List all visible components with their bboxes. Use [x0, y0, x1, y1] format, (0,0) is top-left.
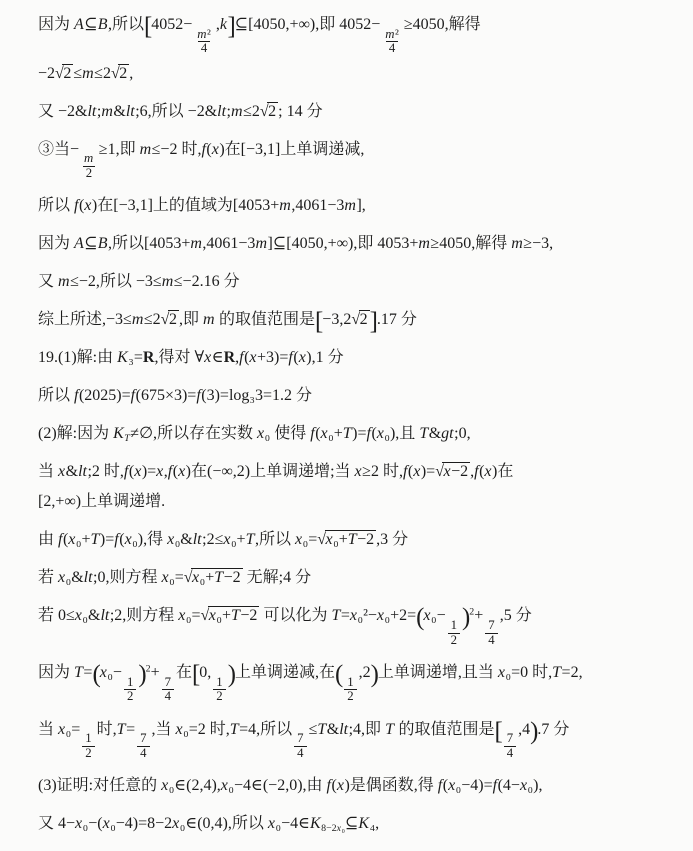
- math-line: 若 0≤x₀&lt;2,则方程 x₀=√x₀+T−2 可以化为 T=x₀²−x₀+2=(x₀− $\frac{1}{2}$ )$^2$+ $\frac{7}{4}$ ,5 分: [38, 604, 532, 647]
- math-line: 又 4−x₀−(x₀−4)=8−2x₀∈(0,4),所以 $x_0-4\in K_{8-2x_0}⊆K_4$,: [38, 815, 380, 835]
- math-line: 当 x&lt;2 时,f(x)=x,f(x)在(−∞,2)上单调递增;当 x≥2 时,f(x)=√x−2 ,f(x)在: [38, 463, 514, 481]
- big-delimiter: [: [494, 717, 502, 745]
- big-delimiter: ): [370, 660, 378, 688]
- radical: √x₀+T−2: [317, 531, 375, 549]
- fraction: $\frac{m}{2}$: [84, 151, 94, 180]
- fraction: $\frac{1}{2}$: [82, 732, 94, 760]
- fraction: $\frac{\text{m²}}{4}$: [197, 26, 211, 56]
- fraction: $\frac{7}{4}$: [485, 619, 497, 647]
- paragraph: [38, 604, 669, 647]
- big-delimiter: (: [92, 660, 100, 688]
- paragraph: [38, 308, 669, 336]
- math-line: 又 −2&lt;m&lt;6,所以 −2&lt;m≤2√2 ; 14 分: [38, 102, 323, 120]
- big-delimiter: ]: [227, 12, 235, 40]
- math-line: 综上所述,−3≤m≤2√2 ,即 m 的取值范围是[−3,2√2].17 分: [38, 308, 417, 336]
- math-line: 当 x₀= $\frac{1}{2}$ 时,T= $\frac{7}{4}$ ,当 x₀=2 时,T=4,所以 $\frac{7}{4}$ ≤T&lt;4,即 T 的取值范围是[ $\frac{7}{4}$ ,4).7 分: [38, 717, 570, 760]
- radical: √2: [55, 64, 72, 82]
- radical: √x₀+T−2: [200, 607, 258, 625]
- radical: √x₀+T−2: [183, 569, 241, 587]
- radical: √2: [351, 311, 368, 329]
- radical: √2: [110, 64, 128, 82]
- math-line: 因为 T=(x₀− $\frac{1}{2}$ )$^2$+ $\frac{7}{4}$ 在[0, $\frac{1}{2}$ )上单调递减,在( $\frac{1}{2}$ ,2)上单调递增,且当 x₀=0 时,T=2,: [38, 660, 583, 704]
- big-delimiter: ): [530, 717, 538, 745]
- math-line: 所以 f(2025)=f(675×3)=f(3)=log₃3=1.2 分: [38, 387, 312, 405]
- fraction: $\frac{7}{4}$: [504, 732, 516, 760]
- paragraph: [38, 384, 669, 408]
- fraction: $\frac{1}{2}$: [344, 676, 356, 704]
- big-delimiter: ): [227, 660, 235, 688]
- big-delimiter: [: [192, 660, 200, 688]
- fraction: $\frac{1}{2}$: [448, 619, 460, 647]
- paragraph: [38, 422, 669, 446]
- paragraph: [38, 566, 669, 590]
- big-delimiter: ): [138, 660, 146, 688]
- paragraph: [38, 232, 669, 256]
- fraction: $\frac{1}{2}$: [124, 676, 136, 704]
- paragraph: [38, 138, 669, 181]
- math-line: 由 f(x₀+T)=f(x₀),得 x₀&lt;2≤x₀+T,所以 x₀=√x₀+T−2 ,3 分: [38, 531, 409, 549]
- math-line: 若 x₀&lt;0,则方程 x₀=√x₀+T−2 无解;4 分: [38, 569, 312, 587]
- radical: √2: [259, 102, 277, 120]
- math-line: 19.(1)解:由 K₃=R,得对 ∀x∈R,f(x+3)=f(x),1 分: [38, 349, 344, 367]
- radical: √x−2: [435, 463, 469, 481]
- math-line: (2)解:因为 $K_T\ne\emptyset$,所以存在实数 x₀ 使得 f(x₀+T)=f(x₀),且 T&gt;0,: [38, 425, 471, 445]
- fraction: $\frac{7}{4}$: [162, 676, 174, 704]
- paragraph: [38, 812, 669, 836]
- paragraph: [38, 661, 669, 704]
- radical: √2: [160, 311, 177, 329]
- big-delimiter: (: [416, 604, 424, 632]
- paragraph: [38, 718, 669, 761]
- fraction: $\frac{7}{4}$: [294, 732, 306, 760]
- math-line: ③当− $\frac{m}{2}$ ≥1,即 m≤−2 时,f(x)在[−3,1]上单调递减,: [38, 140, 365, 180]
- paragraph: [38, 774, 669, 798]
- big-delimiter: [: [315, 308, 323, 336]
- math-line: 所以 f(x)在[−3,1]上的值域为[4053+m,4061−3m],: [38, 197, 366, 215]
- big-delimiter: (: [334, 660, 343, 688]
- math-line: −2√2 ≤m≤2√2 ,: [38, 64, 134, 82]
- paragraph: [38, 528, 669, 552]
- fraction: $\frac{1}{2}$: [213, 676, 225, 704]
- math-line: 因为 A⊆B,所以[4053+m,4061−3m]⊆[4050,+∞),即 4053+m≥4050,解得 m≥−3,: [38, 235, 554, 253]
- paragraph: [38, 100, 669, 124]
- fraction: $\frac{\text{m²}}{4}$: [385, 26, 399, 56]
- big-delimiter: [: [144, 12, 152, 40]
- fraction: $\frac{7}{4}$: [137, 732, 149, 760]
- big-delimiter: ]: [369, 308, 377, 336]
- paragraph: [38, 194, 669, 218]
- paragraph: [38, 346, 669, 370]
- math-line: 又 m≤−2,所以 −3≤m≤−2.16 分: [38, 273, 240, 291]
- big-delimiter: ): [462, 604, 470, 632]
- paragraph: [38, 460, 669, 514]
- paragraph: [38, 270, 669, 294]
- math-line: (3)证明:对任意的 x₀∈(2,4),x₀−4∈(−2,0),由 f(x)是偶函数,得 f(x₀−4)=f(4−x₀),: [38, 777, 543, 795]
- paragraph: [38, 13, 669, 86]
- math-line: 因为 A⊆B,所以[4052− $\frac{\text{m²}}{4}$ ,k]⊆[4050,+∞),即 4052− $\frac{\text{m²}}{4}$ ≥4050,解得: [38, 12, 481, 56]
- math-line: [2,+∞)上单调递增.: [38, 493, 166, 511]
